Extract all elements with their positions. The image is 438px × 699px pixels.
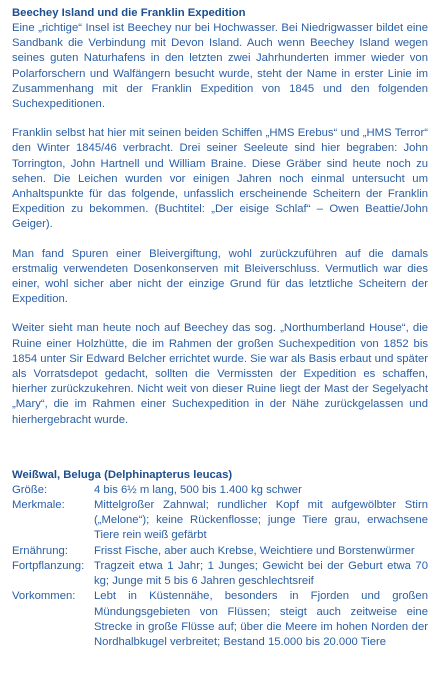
fact-value-features: Mittelgroßer Zahnwal; rundlicher Kopf mit aufgewölbter Stirn („Melone“); keine Rückenflosse; junge Tiere grau, erwachsene Tiere rein weiß gefärbt bbox=[94, 499, 428, 542]
fact-value-reproduction: Tragzeit etwa 1 Jahr; 1 Junges; Gewicht bei der Geburt etwa 70 kg; Junge mit 5 bis 6 Jahren geschlechtsreif bbox=[94, 559, 428, 588]
beluga-fact-table bbox=[12, 483, 428, 650]
paragraph-lead-poisoning: Man fand Spuren einer Bleivergiftung, wohl zurückzuführen auf die damals erstmalig verwendeten Dosenkonserven mit Bleiverschluss. Vermutlich war dies einer, wohl sicher aber nicht der einzige Grund für das letztliche Scheitern der Expedition. bbox=[12, 247, 428, 306]
fact-label-reproduction: Fortpflanzung: bbox=[12, 559, 85, 572]
fact-label-features: Merkmale: bbox=[12, 499, 65, 512]
fact-value-distribution: Lebt in Küstennähe, besonders in Fjorden und großen Mündungsgebieten von Flüssen; steigt auch zeitweise eine Strecke in große Flüsse auf; über die Meere im hohen Norden der Nordhalbkugel verbreitet; Bestand 15.000 bis 20.000 Tiere bbox=[94, 590, 428, 648]
fact-label-distribution: Vorkommen: bbox=[12, 590, 76, 603]
paragraph-northumberland-house: Weiter sieht man heute noch auf Beechey das sog. „Northumberland House“, die Ruine einer Holzhütte, die im Rahmen der großen Suchexpedition von 1852 bis 1854 unter Sir Edward Belcher errichtet wurde. Sie war als Basis erbaut und später als Vorratsdepot gedacht, sollten die Vermissten der Expedition es schaffen, hierher zurückzukehren. Nicht weit von dieser Ruine liegt der Mast der Segelyacht „Mary“, die im Rahmen einer Suchexpedition in der Nähe zurückgelassen und hierhergebracht wurde. bbox=[12, 322, 428, 426]
paragraph-intro: Eine „richtige“ Insel ist Beechey nur bei Hochwasser. Bei Niedrigwasser bildet eine Sandbank die Verbindung mit Devon Island. Auch wenn Beechey Island wegen seines guten Naturhafens in den letzten zwei Jahrhunderten immer wieder von Polarforschern und Walfängern besucht wurde, steht der Name in erster Linie im Zusammenhang mit der Franklin Expedition von 1845 und den folgenden Suchexpeditionen. bbox=[12, 22, 428, 111]
fact-label-diet: Ernährung: bbox=[12, 544, 68, 557]
fact-label-size: Größe: bbox=[12, 483, 48, 496]
section-spacer bbox=[12, 442, 428, 458]
fact-value-size: 4 bis 6½ m lang, 500 bis 1.400 kg schwer bbox=[94, 483, 302, 496]
section-title-beechey: Beechey Island und die Franklin Expedition bbox=[12, 7, 246, 19]
fact-value-diet: Frisst Fische, aber auch Krebse, Weichtiere und Borstenwürmer bbox=[94, 544, 415, 557]
paragraph-franklin: Franklin selbst hat hier mit seinen beiden Schiffen „HMS Erebus“ und „HMS Terror“ den Winter 1845/46 verbracht. Drei seiner Seeleute sind hier begraben: John Torrington, John Hartnell und William Braine. Diese Gräber sind heute noch zu sehen. Die Leichen wurden vor einigen Jahren noch einmal untersucht um Anhaltspunkte für das folgende, unfasslich erscheinende Scheitern der Franklin Expedition zu bekommen. (Buchtitel: „Der eisige Schlaf“ – Owen Beattie/John Geiger). bbox=[12, 127, 428, 231]
section-title-beluga: Weißwal, Beluga (Delphinapterus leucas) bbox=[12, 468, 233, 481]
